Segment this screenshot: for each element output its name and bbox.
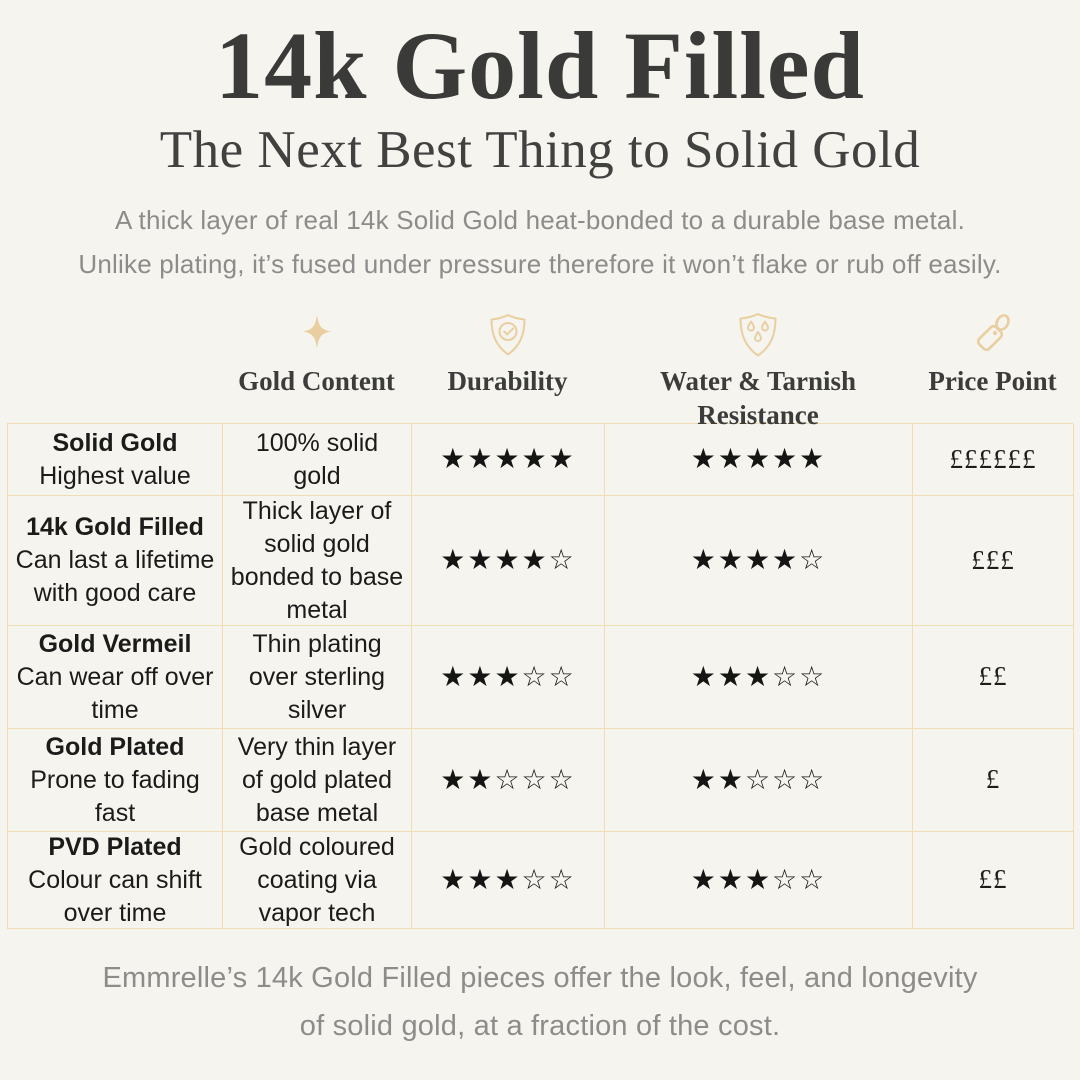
metal-note: Highest value — [39, 461, 191, 490]
header-price-point — [912, 309, 1073, 399]
table-row-gold-vermeil-label — [8, 626, 223, 729]
header-water-tarnish-line1: Water & Tarnish — [659, 366, 857, 397]
cell-price: ££ — [913, 626, 1074, 729]
cell-durability-stars: ★★★★☆ — [412, 496, 605, 626]
header-durability-label: Durability — [447, 366, 568, 397]
metal-name: Solid Gold — [52, 428, 178, 457]
table-row-gold-plated-label — [8, 729, 223, 832]
header-gold-content-label: Gold Content — [238, 366, 395, 397]
cell-gold-content: Gold coloured coating via vapor tech — [223, 832, 412, 929]
metal-name: Gold Plated — [45, 732, 185, 761]
intro-description-line1: A thick layer of real 14k Solid Gold heat-bonded to a durable base metal. — [114, 204, 965, 235]
cell-durability-stars: ★★☆☆☆ — [412, 729, 605, 832]
header-price-point-label: Price Point — [928, 366, 1057, 397]
metal-name: 14k Gold Filled — [26, 513, 204, 542]
cell-water-tarnish-stars: ★★☆☆☆ — [605, 729, 913, 832]
cell-gold-content: Thick layer of solid gold bonded to base metal — [223, 496, 412, 626]
cell-durability-stars: ★★★★★ — [412, 424, 605, 496]
table-column-headers — [7, 309, 1073, 430]
header-water-tarnish-line2: Resistance — [697, 399, 819, 430]
cell-water-tarnish-stars: ★★★☆☆ — [605, 832, 913, 929]
cell-price: £ — [913, 729, 1074, 832]
metal-note: Colour can shift over time — [28, 865, 202, 927]
cell-price: £££ — [913, 496, 1074, 626]
header-water-tarnish — [604, 309, 912, 433]
header-water-tarnish-label — [660, 365, 856, 433]
metal-note: Can wear off over time — [16, 662, 214, 724]
cell-gold-content: Very thin layer of gold plated base metal — [223, 729, 412, 832]
table-row-14k-gold-filled-label — [8, 496, 223, 626]
table-row-solid-gold-label — [8, 424, 223, 496]
intro-description-line2: Unlike plating, it’s fused under pressure therefore it won’t flake or rub off easily. — [78, 249, 1002, 280]
cell-water-tarnish-stars: ★★★★★ — [605, 424, 913, 496]
footer-line2: of solid gold, at a fraction of the cost. — [299, 1009, 781, 1042]
cell-price: ££ — [913, 832, 1074, 929]
cell-water-tarnish-stars: ★★★★☆ — [605, 496, 913, 626]
page-title: 14k Gold Filled — [215, 12, 865, 119]
shield-check-icon — [487, 309, 529, 361]
shield-droplets-icon — [736, 309, 780, 361]
header-gold-content — [222, 309, 411, 399]
cell-price: ££££££ — [913, 424, 1074, 496]
footer-tagline — [0, 955, 1080, 1051]
table-row-pvd-plated-label — [8, 832, 223, 929]
intro-description — [0, 198, 1080, 287]
comparison-table — [7, 423, 1073, 929]
metal-note: Prone to fading fast — [30, 765, 200, 827]
metal-name: PVD Plated — [48, 832, 182, 861]
footer-line1: Emmrelle’s 14k Gold Filled pieces offer the look, feel, and longevity — [102, 962, 978, 995]
cell-water-tarnish-stars: ★★★☆☆ — [605, 626, 913, 729]
metal-note: Can last a lifetime with good care — [15, 546, 215, 608]
header-durability — [411, 309, 604, 399]
cell-gold-content: Thin plating over sterling silver — [223, 626, 412, 729]
page-subtitle: The Next Best Thing to Solid Gold — [159, 120, 921, 179]
sparkle-icon — [294, 309, 340, 361]
cell-durability-stars: ★★★☆☆ — [412, 832, 605, 929]
cell-gold-content: 100% solid gold — [223, 424, 412, 496]
cell-durability-stars: ★★★☆☆ — [412, 626, 605, 729]
price-tag-icon — [970, 309, 1016, 361]
metal-name: Gold Vermeil — [38, 629, 192, 658]
